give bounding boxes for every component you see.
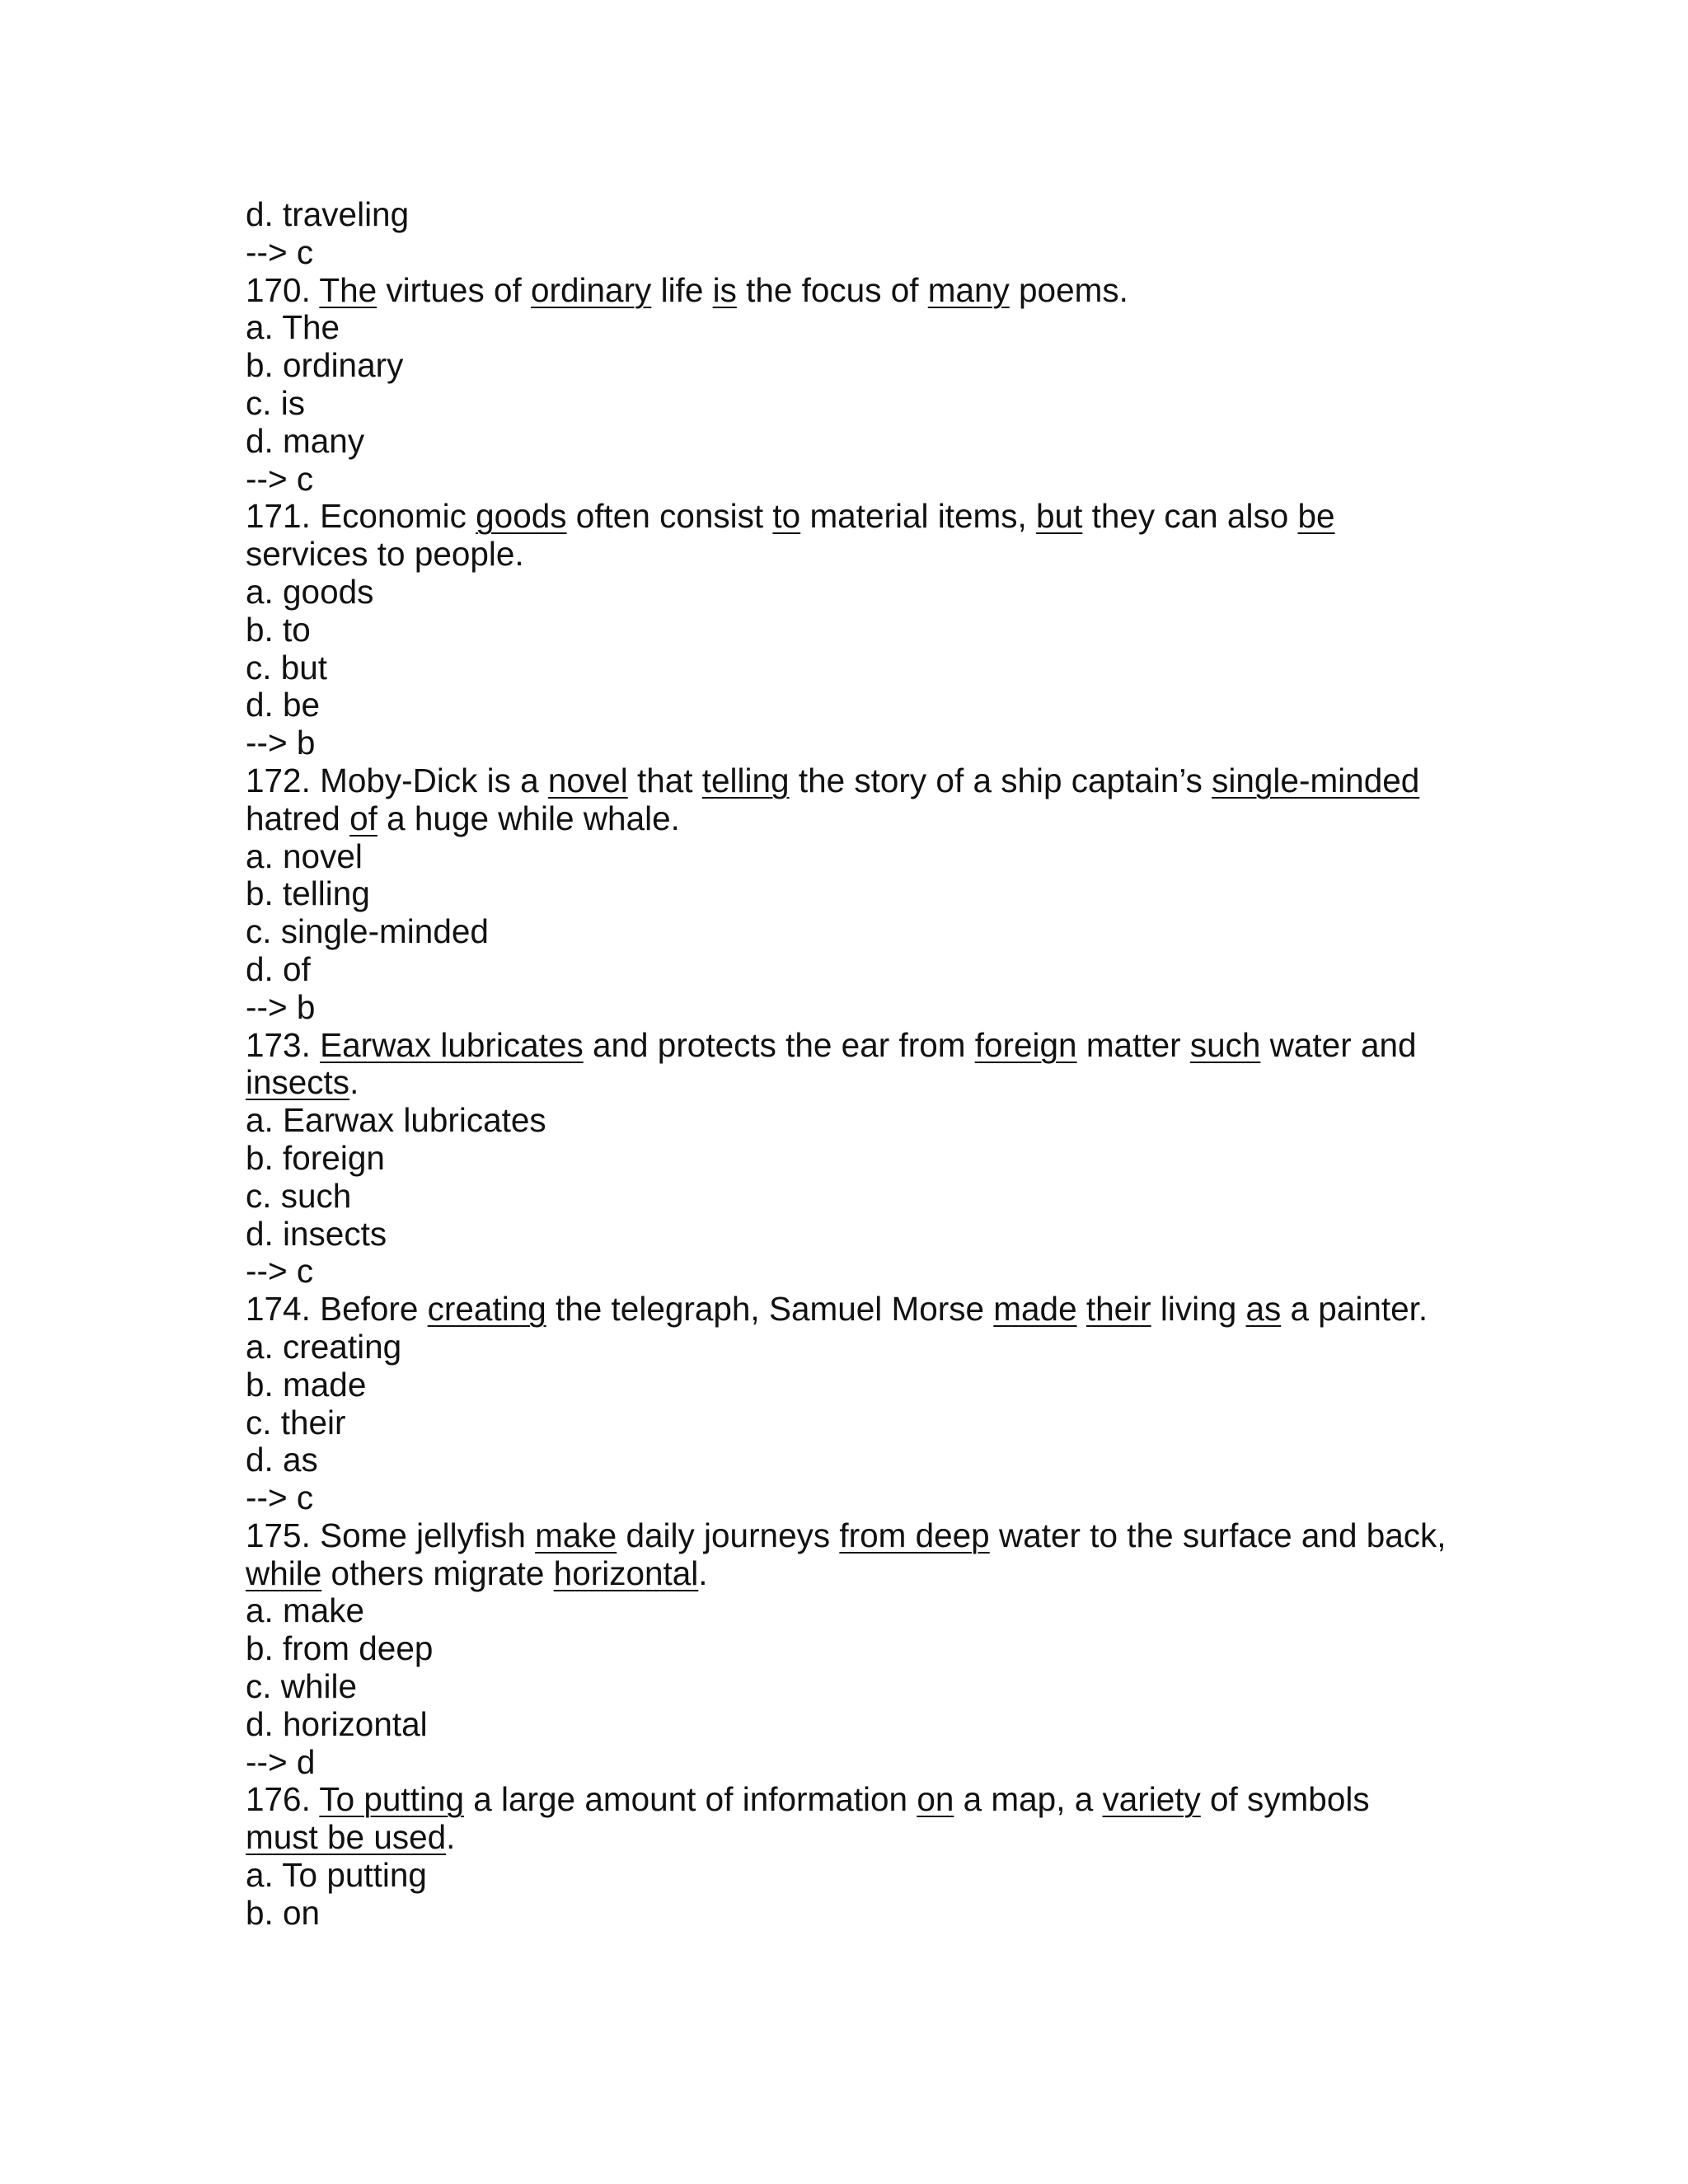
text-line: [246, 1291, 1449, 1329]
text-segment: b. made: [246, 1365, 367, 1404]
text-segment: b. foreign: [246, 1138, 385, 1177]
text-segment: a. To putting: [246, 1856, 427, 1895]
text-segment: b. from deep: [246, 1629, 434, 1668]
text-segment: matter: [1076, 1025, 1190, 1064]
text-line: [246, 724, 1449, 762]
text-segment: d. traveling: [246, 195, 410, 233]
text-segment: a. make: [246, 1591, 365, 1630]
underlined-segment: Earwax lubricates: [320, 1025, 584, 1064]
underlined-segment: insects: [246, 1063, 350, 1102]
text-line: [246, 1668, 1449, 1706]
text-line: [246, 1253, 1449, 1291]
text-segment: hatred: [246, 799, 350, 837]
text-line: [246, 1706, 1449, 1744]
text-segment: the telegraph, Samuel Morse: [546, 1290, 994, 1329]
underlined-segment: horizontal: [553, 1554, 699, 1592]
text-segment: water to the surface and back,: [989, 1516, 1447, 1554]
text-segment: c. single-minded: [246, 912, 489, 951]
text-segment: often consist: [566, 497, 773, 536]
text-segment: b. on: [246, 1893, 321, 1932]
text-line: [246, 1216, 1449, 1254]
text-line: [246, 309, 1449, 347]
text-line: [246, 989, 1449, 1027]
underlined-segment: such: [1189, 1025, 1261, 1064]
text-segment: d. as: [246, 1441, 318, 1479]
text-segment: b. to: [246, 610, 311, 649]
underlined-segment: make: [535, 1516, 617, 1554]
text-segment: a. novel: [246, 837, 363, 875]
text-line: [246, 1027, 1449, 1065]
underlined-segment: The: [319, 270, 377, 309]
text-line: [246, 234, 1449, 272]
text-line: [246, 196, 1449, 234]
text-segment: material items,: [800, 497, 1037, 536]
underlined-segment: must be used: [246, 1818, 447, 1857]
text-line: [246, 951, 1449, 989]
text-segment: poems.: [1009, 270, 1128, 309]
underlined-segment: is: [712, 270, 737, 309]
text-line: [246, 461, 1449, 499]
text-line: [246, 272, 1449, 310]
text-line: [246, 423, 1449, 461]
text-segment: --> c: [246, 459, 314, 498]
underlined-segment: telling: [701, 761, 790, 799]
text-segment: c. but: [246, 648, 328, 687]
text-segment: d. of: [246, 949, 311, 988]
text-segment: c. such: [246, 1176, 352, 1215]
text-segment: a painter.: [1281, 1290, 1428, 1329]
text-segment: 175. Some jellyfish: [246, 1516, 536, 1554]
text-segment: 173.: [246, 1025, 321, 1064]
underlined-segment: creating: [427, 1290, 546, 1329]
text-segment: and protects the ear from: [583, 1025, 975, 1064]
text-line: [246, 574, 1449, 612]
text-segment: life: [651, 270, 713, 309]
document-body: [246, 196, 1449, 1933]
text-line: [246, 536, 1449, 574]
text-segment: d. insects: [246, 1214, 387, 1253]
text-line: [246, 1064, 1449, 1102]
text-segment: of symbols: [1200, 1780, 1370, 1819]
text-line: [246, 1555, 1449, 1593]
text-line: [246, 1479, 1449, 1517]
text-segment: c. while: [246, 1667, 358, 1706]
text-segment: a large amount of information: [464, 1780, 917, 1819]
text-segment: services to people.: [246, 535, 524, 574]
text-line: [246, 1441, 1449, 1479]
text-segment: d. be: [246, 686, 321, 724]
text-segment: daily journeys: [617, 1516, 840, 1554]
text-segment: virtues of: [377, 270, 531, 309]
underlined-segment: but: [1036, 497, 1083, 536]
text-line: [246, 347, 1449, 385]
text-line: [246, 1895, 1449, 1933]
text-segment: --> c: [246, 232, 314, 271]
text-segment: 171. Economic: [246, 497, 476, 536]
text-segment: water and: [1260, 1025, 1417, 1064]
text-line: [246, 1630, 1449, 1668]
text-line: [246, 913, 1449, 951]
text-segment: a. creating: [246, 1327, 402, 1366]
text-segment: the story of a ship captain’s: [789, 761, 1212, 799]
text-segment: they can also: [1082, 497, 1298, 536]
text-segment: 172. Moby-Dick is a: [246, 761, 548, 799]
text-line: [246, 762, 1449, 800]
text-line: [246, 800, 1449, 838]
text-segment: a. goods: [246, 572, 374, 611]
underlined-segment: on: [917, 1780, 954, 1819]
text-segment: 174. Before: [246, 1290, 428, 1329]
text-line: [246, 1366, 1449, 1404]
underlined-segment: single-minded: [1212, 761, 1420, 799]
underlined-segment: made: [993, 1290, 1077, 1329]
underlined-segment: from deep: [839, 1516, 990, 1554]
text-line: [246, 1102, 1449, 1140]
text-segment: living: [1151, 1290, 1246, 1329]
underlined-segment: of: [349, 799, 377, 837]
text-segment: --> d: [246, 1742, 316, 1781]
text-line: [246, 385, 1449, 423]
text-line: [246, 1517, 1449, 1555]
text-segment: others migrate: [321, 1554, 554, 1592]
text-segment: the focus of: [736, 270, 928, 309]
text-line: [246, 498, 1449, 536]
text-line: [246, 1140, 1449, 1178]
text-segment: a map, a: [954, 1780, 1103, 1819]
text-segment: [1077, 1290, 1086, 1328]
text-segment: .: [698, 1554, 708, 1592]
text-segment: b. telling: [246, 874, 370, 913]
text-line: [246, 1404, 1449, 1442]
text-segment: a. The: [246, 308, 340, 347]
text-segment: b. ordinary: [246, 346, 404, 385]
underlined-segment: novel: [547, 761, 628, 799]
text-segment: that: [627, 761, 702, 799]
text-line: [246, 875, 1449, 913]
text-line: [246, 1329, 1449, 1366]
text-line: [246, 1781, 1449, 1819]
text-segment: --> c: [246, 1252, 314, 1291]
text-segment: --> c: [246, 1479, 314, 1517]
underlined-segment: as: [1245, 1290, 1282, 1329]
underlined-segment: while: [246, 1554, 322, 1592]
text-segment: 170.: [246, 270, 320, 309]
underlined-segment: foreign: [974, 1025, 1077, 1064]
text-line: [246, 838, 1449, 876]
text-segment: --> b: [246, 987, 316, 1026]
text-line: [246, 1744, 1449, 1782]
text-segment: c. is: [246, 383, 306, 422]
underlined-segment: goods: [476, 497, 567, 536]
text-line: [246, 1178, 1449, 1216]
text-segment: .: [446, 1818, 456, 1857]
underlined-segment: to: [772, 497, 801, 536]
underlined-segment: ordinary: [530, 270, 652, 309]
text-segment: d. horizontal: [246, 1704, 428, 1743]
underlined-segment: their: [1085, 1290, 1151, 1329]
text-line: [246, 687, 1449, 724]
underlined-segment: be: [1297, 497, 1335, 536]
text-line: [246, 1857, 1449, 1895]
text-line: [246, 1819, 1449, 1857]
underlined-segment: variety: [1102, 1780, 1201, 1819]
text-segment: --> b: [246, 724, 316, 762]
text-segment: a huge while whale.: [377, 799, 680, 837]
text-line: [246, 612, 1449, 649]
underlined-segment: many: [927, 270, 1010, 309]
text-segment: .: [349, 1063, 359, 1102]
text-segment: d. many: [246, 421, 365, 460]
text-line: [246, 1592, 1449, 1630]
text-segment: 176.: [246, 1780, 320, 1819]
text-segment: a. Earwax lubricates: [246, 1101, 546, 1140]
text-segment: c. their: [246, 1403, 346, 1441]
text-line: [246, 649, 1449, 687]
underlined-segment: To putting: [319, 1780, 464, 1819]
